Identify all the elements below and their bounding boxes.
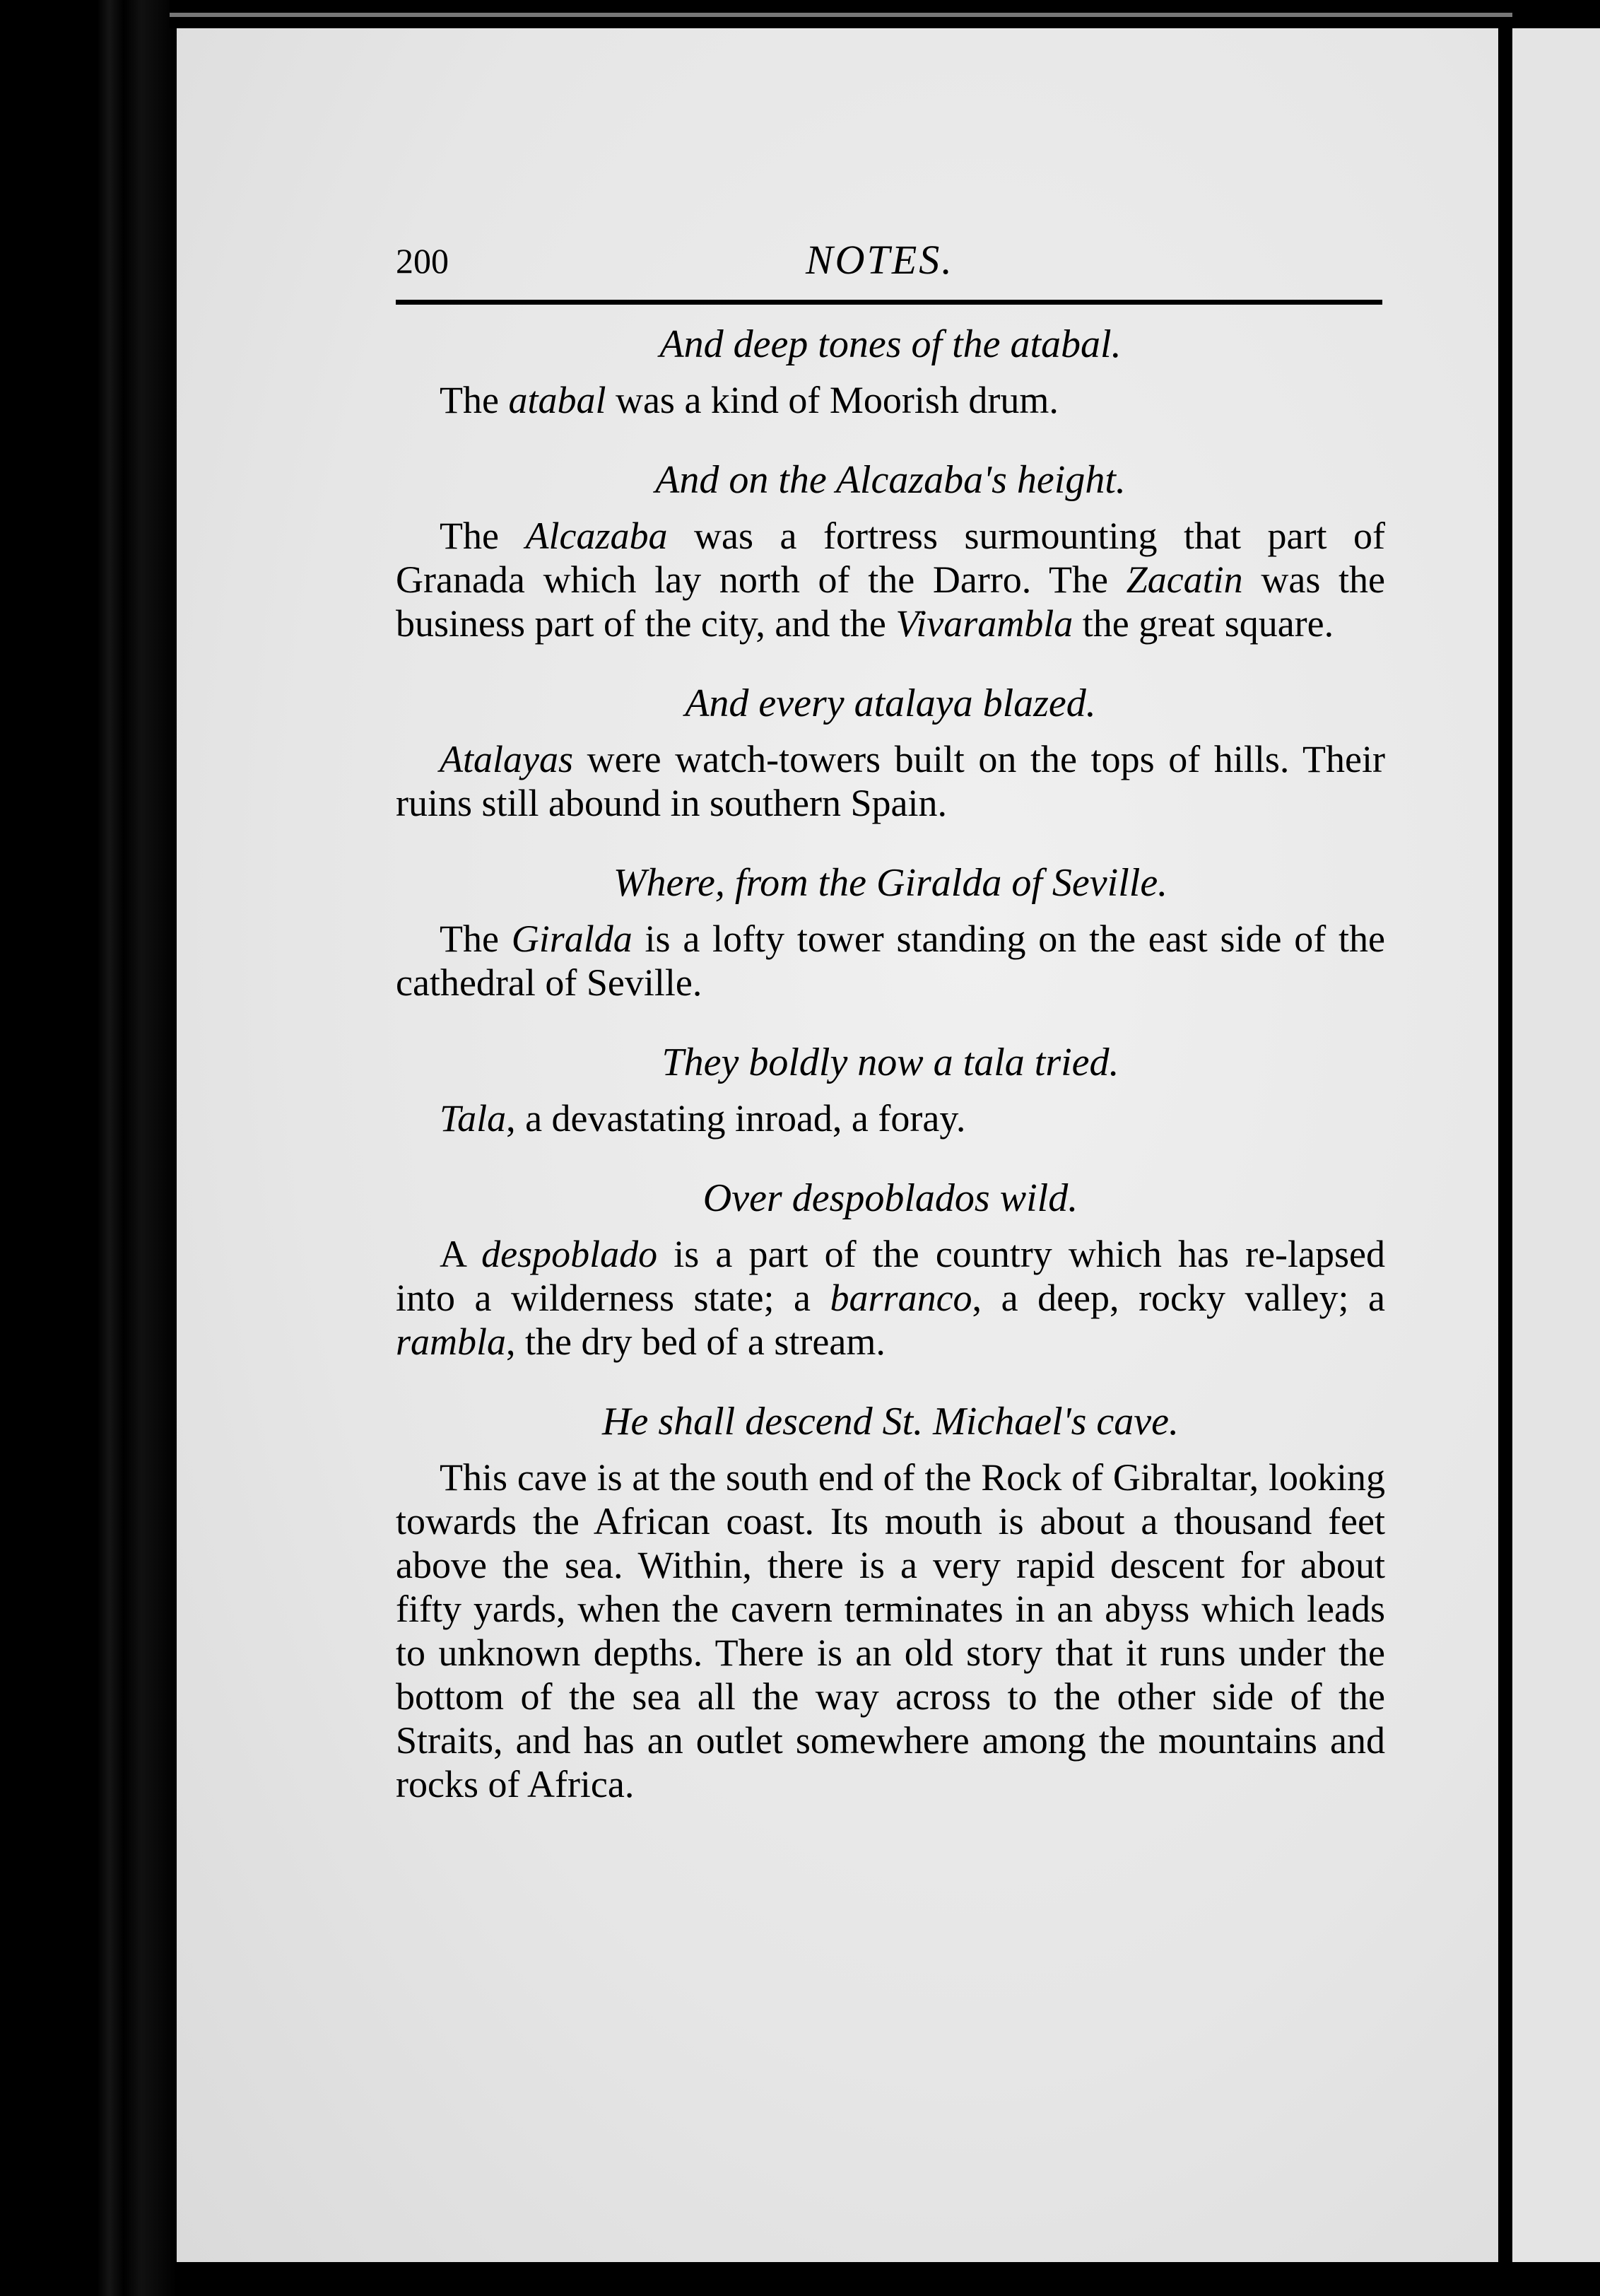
page-header [396,237,1385,297]
italic-term: Zacatin [1126,558,1243,601]
top-page-edge [170,0,1512,28]
note-entry [396,1176,1385,1364]
note-text: the great square. [1073,602,1334,645]
note-lemma: And on the Alcazaba's height. [655,458,1126,502]
note-lemma: And deep tones of the atabal. [659,322,1122,366]
note-text: is a lofty tower standing on the east side of the cathedral of Seville. [396,918,1386,1004]
note-lemma: And every atalaya blazed. [685,681,1096,725]
italic-term: Atalayas [440,738,573,780]
note-text: were watch-towers built on the tops of hills. Their ruins still abound in southern Spain. [396,738,1385,824]
note-entry [396,457,1385,645]
page-number: 200 [396,241,449,281]
italic-term: Giralda [511,918,633,960]
note-lemma: Where, from the Giralda of Seville. [613,861,1168,905]
note-lemma: Over despoblados wild. [702,1176,1078,1220]
note-explanation [396,737,1385,825]
note-text: is a part of the country which has re-lapsed into a wilderness state; a [396,1233,1385,1319]
note-explanation [396,514,1385,645]
book-spine-edge [0,0,177,2296]
italic-term: Alcazaba [525,515,668,557]
header-rule [396,300,1382,305]
note-text: A [440,1233,482,1275]
note-text: The [440,515,526,557]
note-text: The [440,918,512,960]
note-explanation [396,917,1385,1004]
note-text: The [440,379,509,421]
note-text: was the business part of the city, and the [396,558,1385,645]
note-entry [396,1040,1385,1140]
page-gutter [1498,28,1512,2262]
note-text: was a fortress surmounting that part of Granada which lay north of the Darro. The [396,515,1385,601]
italic-term: rambla [396,1320,507,1363]
italic-term: Tala [440,1097,507,1140]
italic-term: despoblado [481,1233,658,1275]
note-explanation [396,378,1385,422]
italic-term: Vivarambla [895,602,1073,645]
note-text: This cave is at the south end of the Rock of Gibraltar, looking towards the African coast. Its mouth is about a thousand feet above the sea. Within, there is a very rapid descent for about fifty yards, when the cavern terminates in an abyss which leads to unknown depths. There is an old story that it runs under the bottom of the sea all the way across to the other side of the Straits, and has an outlet somewhere among the mountains and rocks of Africa. [396,1456,1385,1805]
note-explanation [396,1232,1385,1364]
italic-term: barranco [830,1277,972,1319]
note-entry [396,322,1385,422]
note-entry [396,681,1385,825]
running-head: NOTES. [806,237,954,283]
note-entry [396,860,1385,1004]
note-text: was a kind of Moorish drum. [606,379,1059,421]
note-entry [396,1399,1385,1806]
note-lemma: They boldly now a tala tried. [661,1041,1119,1084]
note-explanation [396,1456,1385,1806]
note-lemma: He shall descend St. Michael's cave. [602,1400,1179,1443]
note-text: , a devastating inroad, a foray. [506,1097,966,1140]
facing-page-edge [1512,28,1600,2262]
note-text: , the dry bed of a stream. [506,1320,886,1363]
italic-term: atabal [508,379,606,421]
notes-body [396,322,1385,1841]
note-text: , a deep, rocky valley; a [972,1277,1386,1319]
note-explanation [396,1096,1385,1140]
